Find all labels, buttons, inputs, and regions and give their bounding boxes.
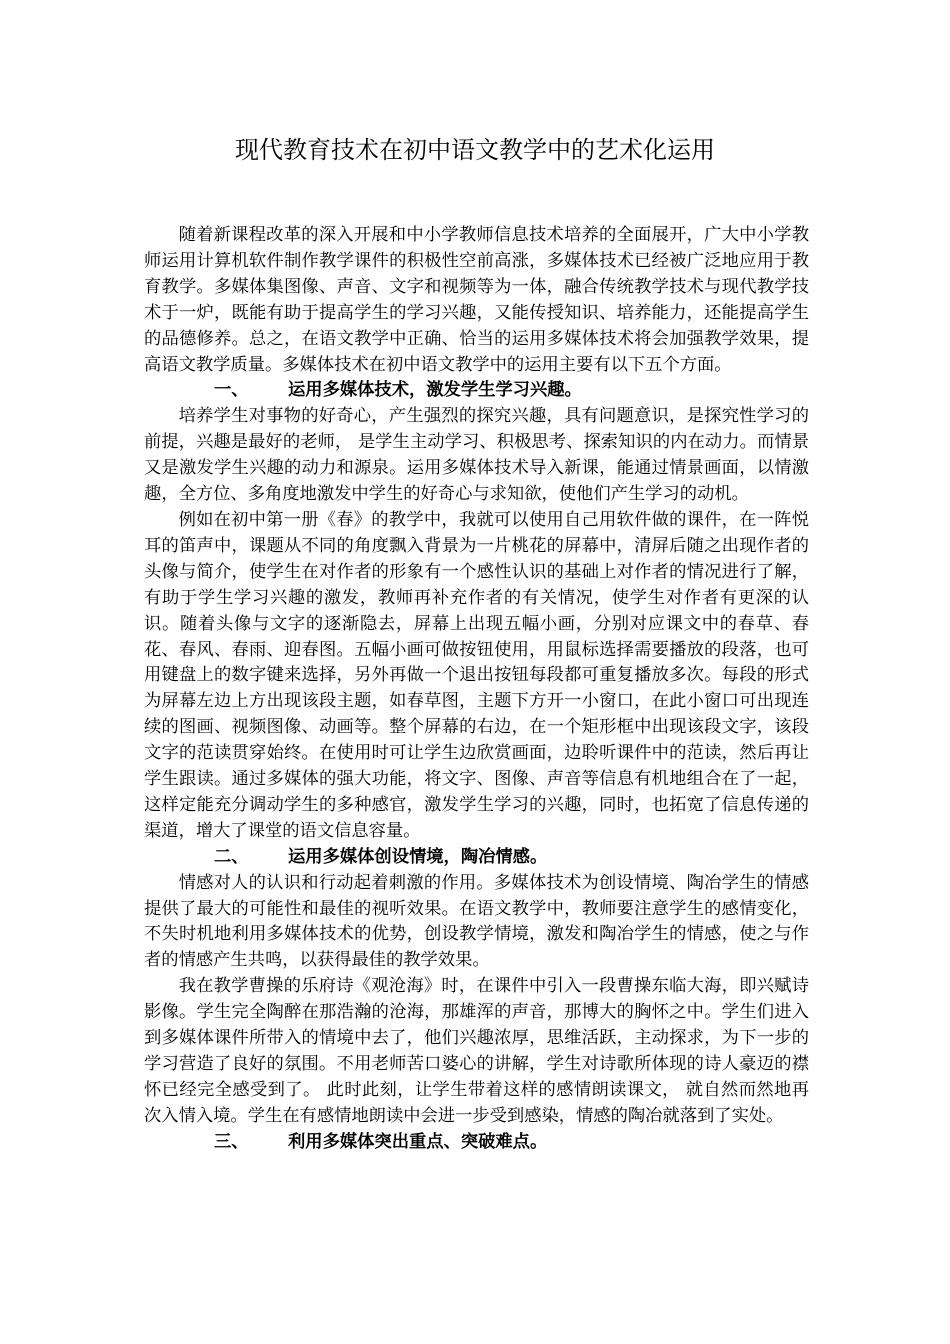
section-number: 三、 xyxy=(214,1131,249,1152)
section-number: 一、 xyxy=(214,380,249,401)
section-heading xyxy=(144,378,809,404)
section-number: 二、 xyxy=(214,846,249,867)
section-heading-text: 运用多媒体技术，激发学生学习兴趣。 xyxy=(288,380,582,401)
body-paragraph: 例如在初中第一册《春》的教学中，我就可以使用自己用软件做的课件，在一阵悦耳的笛声中，课题从不同的角度飘入背景为一片桃花的屏幕中，清屏后随之出现作者的头像与简介，使学生在对作者的形象有一个感性认识的基础上对作者的情况进行了解，有助于学生学习兴趣的激发，教师再补充作者的有关情况，使学生对作者有更深的认识。随着头像与文字的逐渐隐去，屏幕上出现五幅小画，分别对应课文中的春草、春花、春风、春雨、迎春图。五幅小画可做按钮使用，用鼠标选择需要播放的段落，也可用键盘上的数字键来选择，另外再做一个退出按钮每段都可重复播放多次。每段的形式为屏幕左边上方出现该段主题，如春草图，主题下方开一小窗口，在此小窗口可出现连续的图画、视频图像、动画等。整个屏幕的右边，在一个矩形框中出现该段文字，该段文字的范读贯穿始终。在使用时可让学生边欣赏画面，边聆听课件中的范读，然后再让学生跟读。通过多媒体的强大功能，将文字、图像、声音等信息有机地组合在了一起，这样定能充分调动学生的多种感官，激发学生学习的兴趣，同时，也拓宽了信息传递的渠道，增大了课堂的语文信息容量。 xyxy=(144,509,809,841)
section-heading-text: 运用多媒体创设情境，陶冶情感。 xyxy=(288,846,548,867)
body-paragraph: 随着新课程改革的深入开展和中小学教师信息技术培养的全面展开，广大中小学教师运用计算机软件制作教学课件的积极性空前高涨，多媒体技术已经被广泛地应用于教育教学。多媒体集图像、声音、文字和视频等为一体，融合传统教学技术与现代教学技术于一炉，既能有助于提高学生的学习兴趣，又能传授知识、培养能力，还能提高学生的品德修养。总之，在语文教学中正确、恰当的运用多媒体技术将会加强教学效果，提高语文教学质量。多媒体技术在初中语文教学中的运用主要有以下五个方面。 xyxy=(144,225,809,375)
section-heading xyxy=(144,845,809,871)
body-paragraph: 我在教学曹操的乐府诗《观沧海》时，在课件中引入一段曹操东临大海，即兴赋诗影像。学生完全陶醉在那浩瀚的沧海，那雄浑的声音，那博大的胸怀之中。学生们进入到多媒体课件所带入的情境中去了，他们兴趣浓厚，思维活跃，主动探求，为下一步的学习营造了良好的氛围。不用老师苦口婆心的讲解，学生对诗歌所体现的诗人豪迈的襟怀已经完全感受到了。 此时此刻，让学生带着这样的感情朗读课文， 就自然而然地再次入情入境。学生在有感情地朗读中会进一步受到感染，情感的陶冶就落到了实处。 xyxy=(144,976,809,1126)
body-paragraph: 情感对人的认识和行动起着刺激的作用。多媒体技术为创设情境、陶冶学生的情感提供了最大的可能性和最佳的视听效果。在语文教学中，教师要注意学生的感情变化，不失时机地利用多媒体技术的优势，创设教学情境，激发和陶冶学生的情感，使之与作者的情感产生共鸣，以获得最佳的教学效果。 xyxy=(144,872,809,971)
body-paragraph: 培养学生对事物的好奇心，产生强烈的探究兴趣，具有问题意识，是探究性学习的前提，兴趣是最好的老师， 是学生主动学习、积极思考、探索知识的内在动力。而情景又是激发学生兴趣的动力和源泉。运用多媒体技术导入新课，能通过情景画面，以情激趣，全方位、多角度地激发中学生的好奇心与求知欲，使他们产生学习的动机。 xyxy=(144,406,809,505)
section-heading-text: 利用多媒体突出重点、突破难点。 xyxy=(288,1131,548,1152)
document-title: 现代教育技术在初中语文教学中的艺术化运用 xyxy=(235,136,715,164)
section-heading xyxy=(144,1130,809,1156)
document-body xyxy=(144,223,809,1156)
